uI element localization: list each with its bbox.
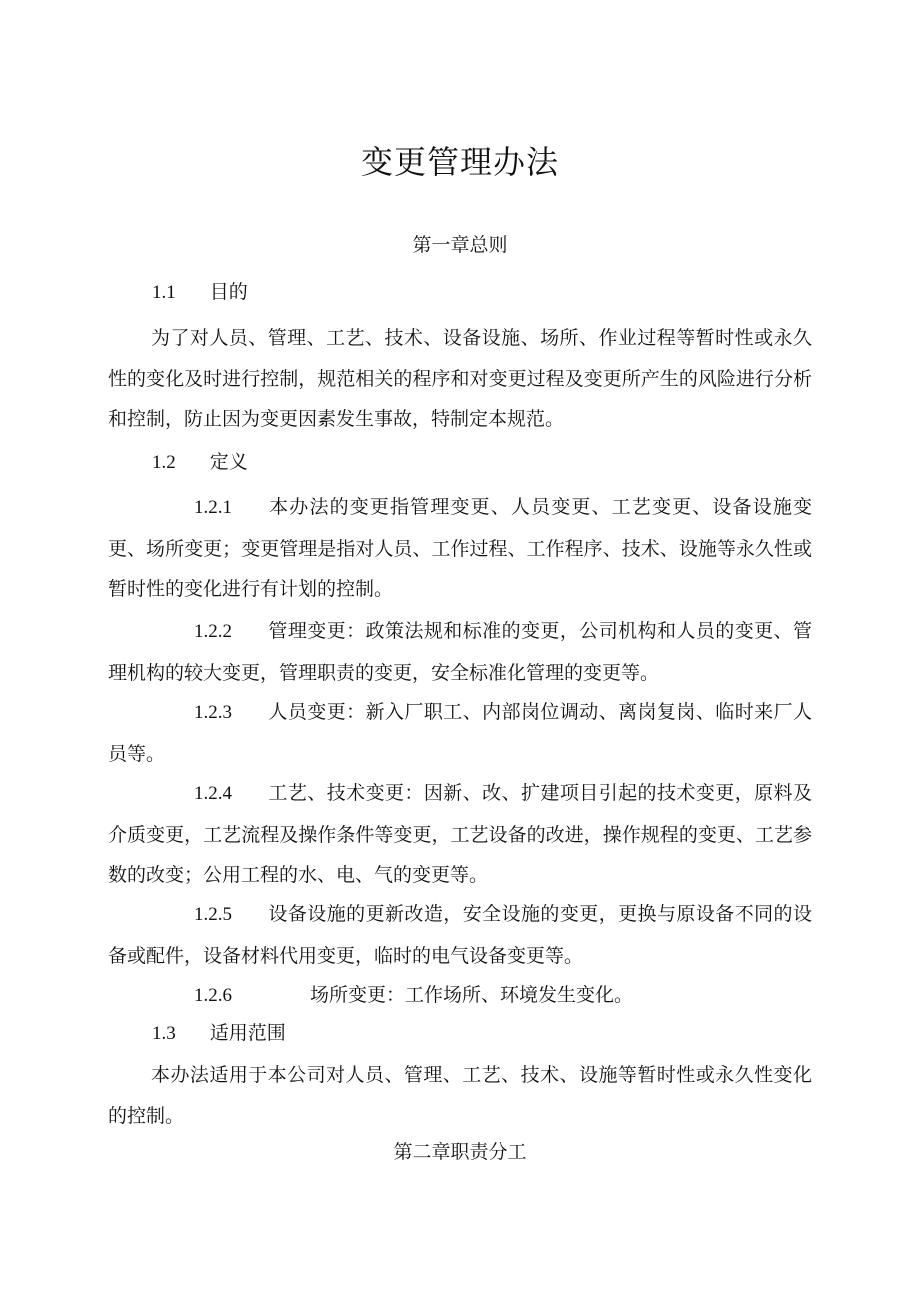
section-label: 适用范围: [209, 1022, 286, 1044]
clause-1-2-5: [108, 894, 812, 976]
clause-text: 本办法的变更指管理变更、人员变更、工艺变更、设备设施变更、场所变更；变更管理是指对人员、工作过程、工作程序、技术、设施等永久性或暂时性的变化进行有计划的控制。: [108, 496, 812, 600]
section-heading-1-2: [152, 448, 248, 477]
clause-1-2-1: [108, 487, 812, 610]
clause-1-2-6: [108, 975, 812, 1017]
section-heading-1-1: [152, 278, 248, 307]
clause-1-2-3: [108, 692, 812, 774]
clause-text: 人员变更：新入厂职工、内部岗位调动、离岗复岗、临时来厂人员等。: [108, 701, 812, 765]
clause-number: 1.2.3: [194, 702, 232, 723]
section-number: 1.1: [152, 282, 176, 303]
chapter-heading-2: 第二章职责分工: [393, 1141, 527, 1163]
clause-1-2-4: [108, 773, 812, 896]
section-label: 目的: [209, 281, 248, 303]
section-number: 1.3: [152, 1023, 176, 1044]
paragraph-purpose: 为了对人员、管理、工艺、技术、设备设施、场所、作业过程等暂时性或永久性的变化及时进行控制，规范相关的程序和对变更过程及变更所产生的风险进行分析和控制，防止因为变更因素发生事故，特制定本规范。: [108, 327, 812, 430]
clause-number: 1.2.2: [194, 621, 232, 642]
clause-number: 1.2.1: [194, 497, 232, 518]
chapter-heading-1: 第一章总则: [412, 234, 508, 256]
document-title: 变更管理办法: [360, 143, 559, 181]
section-label: 定义: [209, 451, 248, 473]
clause-text: 场所变更：工作场所、环境发生变化。: [310, 984, 634, 1006]
paragraph-scope: 本办法适用于本公司对人员、管理、工艺、技术、设施等暂时性或永久性变化的控制。: [108, 1064, 812, 1127]
clause-1-2-2: [108, 611, 812, 693]
clause-text: 设备设施的更新改造，安全设施的变更，更换与原设备不同的设备或配件，设备材料代用变更，临时的电气设备变更等。: [108, 903, 812, 967]
clause-text: 工艺、技术变更：因新、改、扩建项目引起的技术变更，原料及介质变更，工艺流程及操作条件等变更，工艺设备的改进，操作规程的变更、工艺参数的改变；公用工程的水、电、气的变更等。: [108, 782, 812, 886]
clause-number: 1.2.5: [194, 904, 232, 925]
clause-number: 1.2.4: [194, 783, 232, 804]
clause-text: 管理变更：政策法规和标准的变更，公司机构和人员的变更、管理机构的较大变更，管理职责的变更，安全标准化管理的变更等。: [108, 620, 812, 684]
section-heading-1-3: [152, 1019, 286, 1048]
clause-number: 1.2.6: [194, 985, 232, 1006]
section-number: 1.2: [152, 452, 176, 473]
